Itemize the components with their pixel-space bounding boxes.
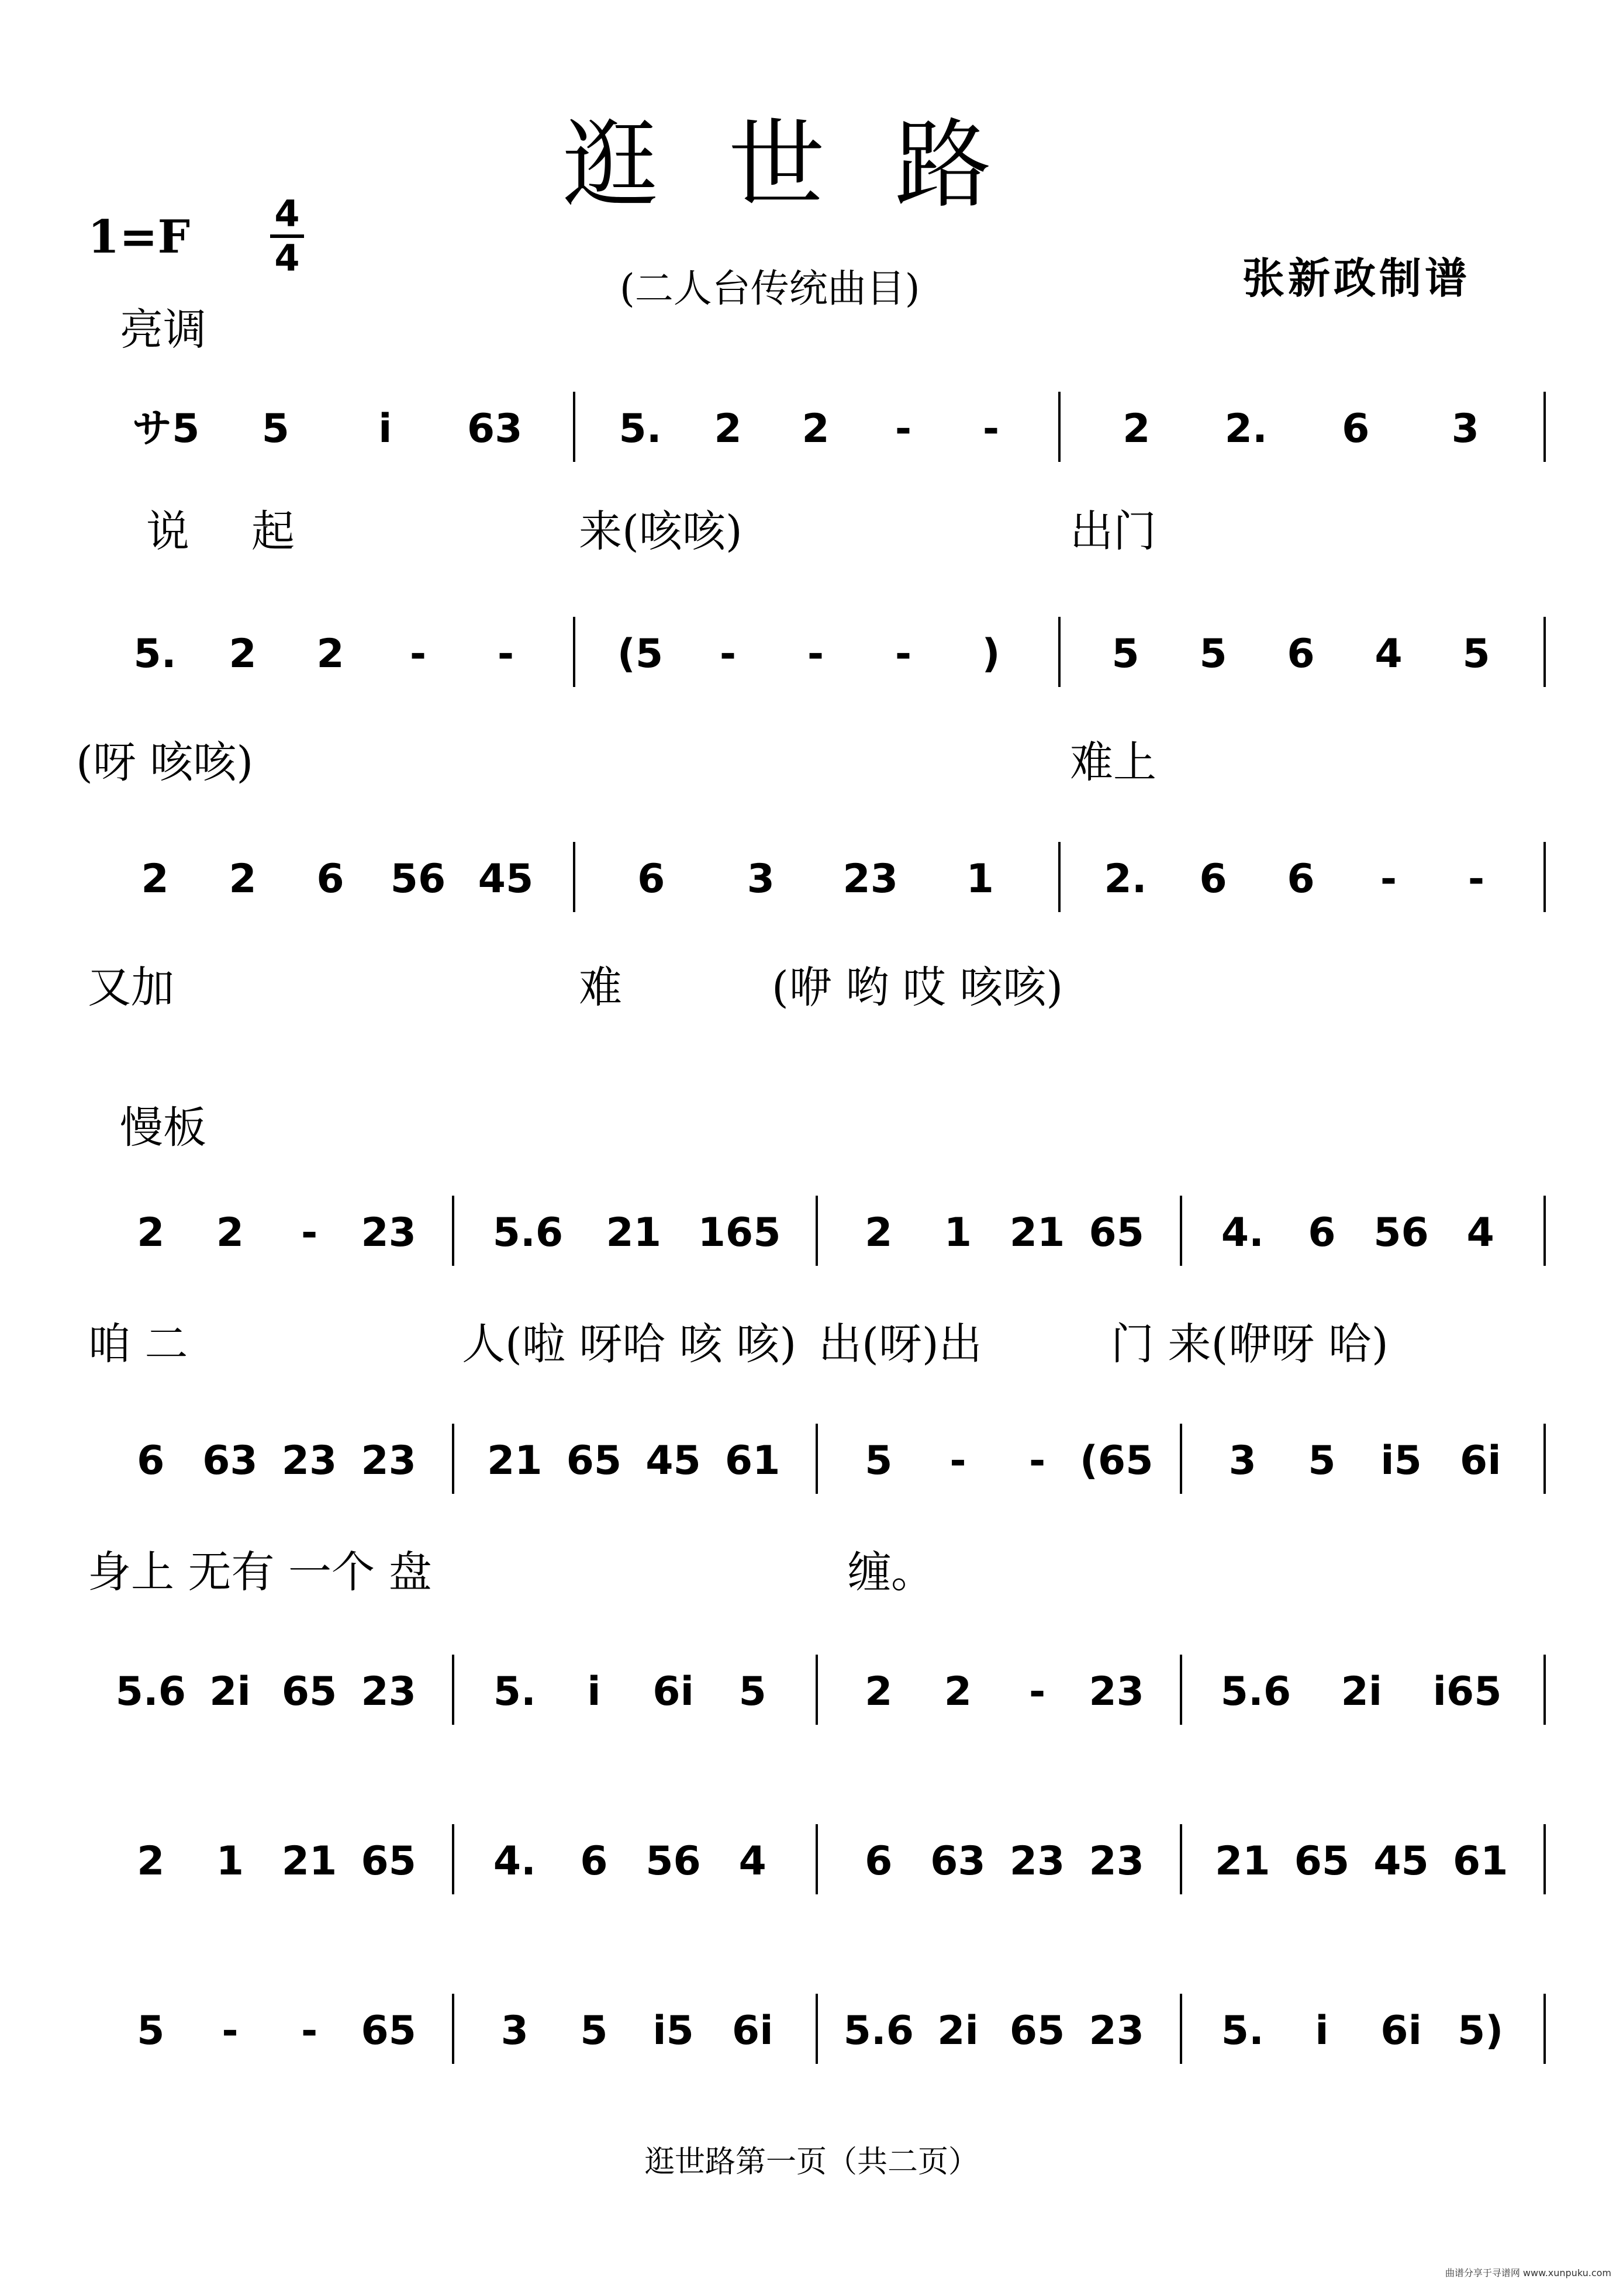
- lyric: (呀 咳咳): [76, 737, 254, 788]
- note: 45: [645, 1438, 701, 1484]
- watermark: 曲谱分享于寻谱网 www.xunpuku.com: [1445, 2267, 1611, 2278]
- note: 21: [1009, 1210, 1065, 1256]
- barline: [1180, 1196, 1182, 1266]
- note: -: [949, 1438, 966, 1484]
- barline: [573, 392, 575, 462]
- barline: [1180, 1994, 1182, 2064]
- note: 6: [865, 1838, 893, 1884]
- note: 2.: [1224, 406, 1268, 452]
- note: 2: [141, 856, 169, 902]
- barline: [816, 1196, 818, 1266]
- note: 65: [1009, 2008, 1065, 2054]
- note: 2: [137, 1210, 165, 1256]
- note: -: [1380, 856, 1397, 902]
- time-signature-bottom: 4: [274, 237, 300, 279]
- barline: [1543, 1424, 1546, 1494]
- composer: 张新政制谱: [1242, 253, 1471, 303]
- note: 2i: [1341, 1669, 1383, 1715]
- lyric: 门 来(咿呀 哈): [1111, 1319, 1389, 1369]
- subtitle: (二人台传统曲目): [620, 266, 920, 311]
- lyric: (咿 哟 哎 咳咳): [772, 962, 1063, 1013]
- note: 1: [966, 856, 994, 902]
- barline: [452, 1994, 454, 2064]
- note: 1: [216, 1838, 244, 1884]
- note: 6i: [652, 1669, 694, 1715]
- note: 5: [738, 1669, 766, 1715]
- barline: [1058, 617, 1061, 687]
- note: 23: [361, 1210, 417, 1256]
- note: -: [1028, 1669, 1046, 1715]
- note: 2.: [1104, 856, 1147, 902]
- note: 4.: [493, 1838, 536, 1884]
- barline: [1058, 392, 1061, 462]
- note: 2: [865, 1210, 893, 1256]
- note: 21: [281, 1838, 337, 1884]
- note: 2: [229, 856, 257, 902]
- barline: [1543, 842, 1546, 912]
- note: i5: [652, 2008, 694, 2054]
- lyric: 来(咳咳): [579, 506, 743, 557]
- barline: [1180, 1655, 1182, 1725]
- note: 23: [1009, 1838, 1065, 1884]
- barline: [1180, 1424, 1182, 1494]
- lyric: 难: [579, 962, 622, 1013]
- barline: [573, 617, 575, 687]
- note: 23: [1089, 1838, 1145, 1884]
- note: 21: [1214, 1838, 1270, 1884]
- note: 6: [1287, 631, 1315, 677]
- note: -: [222, 2008, 239, 2054]
- lyric: 人(啦 呀哈 咳 咳): [462, 1319, 797, 1369]
- note: 63: [467, 406, 523, 452]
- page-footer: 逛世路第一页（共二页）: [644, 2145, 979, 2180]
- note: 61: [1452, 1838, 1508, 1884]
- note: 2: [316, 631, 344, 677]
- note: -: [719, 631, 737, 677]
- lyric: 说: [146, 506, 189, 557]
- note: 63: [930, 1838, 986, 1884]
- lyric: 出门: [1070, 506, 1156, 557]
- note: 6i: [731, 2008, 773, 2054]
- barline: [1058, 842, 1061, 912]
- note: -: [895, 406, 912, 452]
- note: 4: [1375, 631, 1403, 677]
- note: 65: [566, 1438, 622, 1484]
- note: -: [497, 631, 514, 677]
- lyric: 咱 二: [88, 1319, 188, 1369]
- barline: [816, 1994, 818, 2064]
- barline: [1543, 1196, 1546, 1266]
- note: -: [1028, 1438, 1046, 1484]
- note: i65: [1432, 1669, 1502, 1715]
- note: 5.6: [843, 2008, 914, 2054]
- note: 21: [606, 1210, 662, 1256]
- note: 23: [1089, 2008, 1145, 2054]
- note: 5: [1308, 1438, 1336, 1484]
- note: 21: [486, 1438, 543, 1484]
- barline: [452, 1824, 454, 1894]
- note: -: [409, 631, 427, 677]
- note: i: [1315, 2008, 1329, 2054]
- note: 23: [281, 1438, 337, 1484]
- note: 5: [1199, 631, 1227, 677]
- note: 5.6: [115, 1669, 187, 1715]
- note: 6: [1342, 406, 1370, 452]
- barline: [452, 1424, 454, 1494]
- note: 3: [1228, 1438, 1256, 1484]
- note: 3: [500, 2008, 529, 2054]
- note: 45: [478, 856, 534, 902]
- note: 5: [1462, 631, 1490, 677]
- barline: [1180, 1824, 1182, 1894]
- note: -: [301, 2008, 318, 2054]
- note: 65: [1089, 1210, 1145, 1256]
- note: 23: [361, 1438, 417, 1484]
- lyric: 起: [251, 506, 295, 557]
- note: -: [807, 631, 824, 677]
- note: 4: [1466, 1210, 1494, 1256]
- note: 65: [281, 1669, 337, 1715]
- note: i: [587, 1669, 601, 1715]
- note: 65: [361, 2008, 417, 2054]
- note: 5.: [493, 1669, 536, 1715]
- note: 4: [738, 1838, 766, 1884]
- tempo-marking-2: 慢板: [120, 1103, 206, 1153]
- note: 5.: [1221, 2008, 1264, 2054]
- page-title: 逛世路: [561, 109, 1062, 221]
- note: 6: [1308, 1210, 1336, 1256]
- note: 56: [645, 1838, 701, 1884]
- tempo-marking-1: 亮调: [120, 305, 206, 355]
- note: 5: [261, 406, 289, 452]
- note: 65: [361, 1838, 417, 1884]
- barline: [816, 1824, 818, 1894]
- note: 5: [1111, 631, 1139, 677]
- note: 6: [1287, 856, 1315, 902]
- note: 2: [137, 1838, 165, 1884]
- note: -: [982, 406, 1000, 452]
- barline: [1543, 617, 1546, 687]
- note: 6i: [1380, 2008, 1422, 2054]
- note: 23: [842, 856, 899, 902]
- note: 5): [1457, 2008, 1504, 2054]
- note: 2i: [209, 1669, 251, 1715]
- note: 6: [137, 1438, 165, 1484]
- note: 56: [1373, 1210, 1429, 1256]
- lyric: 身上 无有 一个 盘: [88, 1547, 432, 1597]
- note: 5.: [133, 631, 177, 677]
- note: 165: [697, 1210, 781, 1256]
- note: 5.6: [1220, 1669, 1292, 1715]
- time-signature-top: 4: [274, 192, 300, 235]
- note: 2: [944, 1669, 972, 1715]
- note: 2: [216, 1210, 244, 1256]
- lyric: 缠。: [848, 1547, 934, 1597]
- note: 2i: [937, 2008, 979, 2054]
- note: 23: [361, 1669, 417, 1715]
- lyric: 出(呀)出: [819, 1319, 982, 1369]
- barline: [816, 1655, 818, 1725]
- note: 5.6: [492, 1210, 564, 1256]
- note: 5: [865, 1438, 893, 1484]
- note: 6: [637, 856, 665, 902]
- barline: [1543, 1824, 1546, 1894]
- note: -: [301, 1210, 318, 1256]
- lyric: 难上: [1070, 737, 1156, 788]
- note: 6: [316, 856, 344, 902]
- note: 61: [724, 1438, 781, 1484]
- note: 2: [714, 406, 742, 452]
- time-signature: [270, 192, 304, 279]
- barline: [452, 1655, 454, 1725]
- note: 65: [1294, 1838, 1350, 1884]
- note: 2: [802, 406, 830, 452]
- note: 56: [390, 856, 446, 902]
- barline: [1543, 392, 1546, 462]
- note: 63: [202, 1438, 258, 1484]
- barline: [573, 842, 575, 912]
- note: i5: [1380, 1438, 1422, 1484]
- barline: [452, 1196, 454, 1266]
- note: 6i: [1459, 1438, 1501, 1484]
- note: 2: [865, 1669, 893, 1715]
- note: 2: [229, 631, 257, 677]
- note: i: [378, 406, 392, 452]
- note: サ5: [132, 406, 200, 452]
- note: -: [1467, 856, 1485, 902]
- note: (5: [617, 631, 664, 677]
- barline: [816, 1424, 818, 1494]
- note: 6: [580, 1838, 608, 1884]
- note: ): [982, 631, 1000, 677]
- note: 4.: [1221, 1210, 1264, 1256]
- note: 3: [1451, 406, 1479, 452]
- note: 6: [1199, 856, 1227, 902]
- note: 5: [580, 2008, 608, 2054]
- key-signature: 1=F: [88, 210, 191, 264]
- note: 2: [1123, 406, 1151, 452]
- barline: [1543, 1994, 1546, 2064]
- note: 5: [137, 2008, 165, 2054]
- note: 5.: [619, 406, 662, 452]
- note: 1: [944, 1210, 972, 1256]
- barline: [1543, 1655, 1546, 1725]
- note: -: [895, 631, 912, 677]
- note: 23: [1089, 1669, 1145, 1715]
- note: (65: [1079, 1438, 1154, 1484]
- lyric: 又加: [88, 962, 174, 1013]
- note: 3: [747, 856, 775, 902]
- note: 45: [1373, 1838, 1429, 1884]
